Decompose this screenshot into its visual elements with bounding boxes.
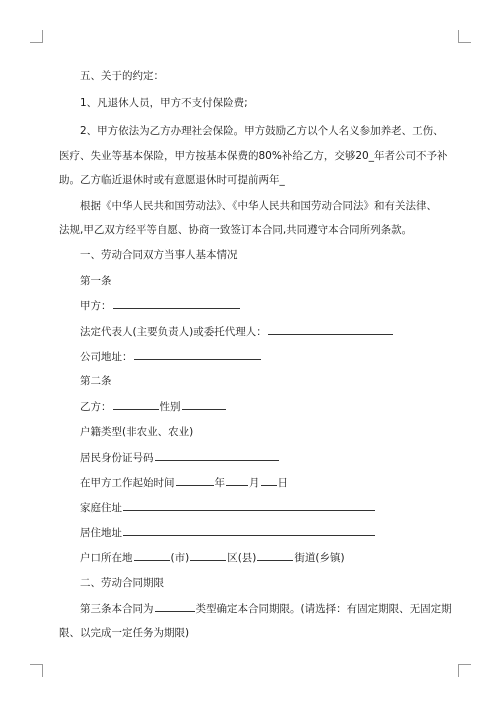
district-blank[interactable] bbox=[190, 549, 226, 561]
corner-mark-bottom-left bbox=[30, 664, 43, 677]
city-blank[interactable] bbox=[134, 549, 170, 561]
id-number-row bbox=[80, 449, 500, 466]
residence-address-row bbox=[80, 524, 500, 541]
party-b-row bbox=[80, 398, 500, 415]
party-a-label: 甲方： bbox=[80, 300, 112, 312]
city-label: (市) bbox=[170, 552, 190, 564]
start-time-row bbox=[80, 474, 500, 491]
clause-2-line-3: 助。乙方临近退休时或有意愿退休时可提前两年_ bbox=[59, 174, 285, 186]
home-address-label: 家庭住址 bbox=[80, 502, 122, 514]
clause-1: 1、凡退休人员，甲方不支付保险费; bbox=[80, 97, 248, 109]
article-three-suffix: 类型确定本合同期限。(请选择：有固定期限、无固定期 bbox=[195, 603, 452, 615]
party-a-blank[interactable] bbox=[113, 297, 240, 309]
party-b-label: 乙方： bbox=[80, 401, 112, 413]
legal-rep-label: 法定代表人(主要负责人)或委托代理人： bbox=[80, 326, 267, 338]
year-label: 年 bbox=[214, 477, 225, 489]
month-label: 月 bbox=[249, 477, 260, 489]
legal-rep-blank[interactable] bbox=[268, 323, 393, 335]
id-number-label: 居民身份证号码 bbox=[80, 452, 154, 464]
article-three-prefix: 第三条本合同为 bbox=[80, 603, 154, 615]
street-label: 街道(乡镇) bbox=[294, 552, 345, 564]
home-address-blank[interactable] bbox=[123, 499, 375, 511]
corner-mark-bottom-right bbox=[458, 664, 471, 677]
preamble-line-1: 根据《中华人民共和国劳动法》、《中华人民共和国劳动合同法》和有关法律、 bbox=[80, 200, 437, 212]
company-address-row bbox=[80, 348, 500, 365]
residence-address-blank[interactable] bbox=[123, 524, 375, 536]
gender-label: 性别 bbox=[159, 401, 181, 413]
article-one-heading: 第一条 bbox=[80, 275, 112, 287]
section-two-heading: 二、劳动合同期限 bbox=[80, 577, 164, 589]
section-one-heading: 一、劳动合同双方当事人基本情况 bbox=[80, 249, 238, 261]
contract-type-blank[interactable] bbox=[155, 600, 195, 612]
corner-mark-top-left bbox=[30, 30, 43, 43]
party-a-row bbox=[80, 297, 500, 314]
article-three-line-1 bbox=[80, 600, 500, 617]
legal-rep-row bbox=[80, 323, 500, 340]
start-year-blank[interactable] bbox=[176, 474, 214, 486]
residence-address-label: 居住地址 bbox=[80, 527, 122, 539]
party-b-blank[interactable] bbox=[113, 398, 159, 410]
corner-mark-top-right bbox=[458, 30, 471, 43]
start-month-blank[interactable] bbox=[226, 474, 248, 486]
start-day-blank[interactable] bbox=[261, 474, 277, 486]
preamble-line-2: 法规,甲乙双方经平等自愿、协商一致签订本合同,共同遵守本合同所列条款。 bbox=[59, 224, 413, 236]
day-label: 日 bbox=[277, 477, 288, 489]
gender-blank[interactable] bbox=[182, 398, 226, 410]
id-number-blank[interactable] bbox=[155, 449, 279, 461]
start-time-label: 在甲方工作起始时间 bbox=[80, 477, 175, 489]
company-address-blank[interactable] bbox=[134, 348, 261, 360]
article-three-line-2: 限、以完成一定任务为期限) bbox=[59, 627, 190, 639]
street-blank[interactable] bbox=[257, 549, 293, 561]
hukou-location-label: 户口所在地 bbox=[80, 552, 133, 564]
hukou-type-row: 户籍类型(非农业、农业) bbox=[80, 426, 194, 438]
clause-2-line-2: 医疗、失业等基本保险，甲方按基本保费的80%补给乙方，交够20_年者公司不予补 bbox=[59, 150, 448, 162]
hukou-location-row bbox=[80, 549, 500, 566]
clause-2-line-1: 2、甲方依法为乙方办理社会保险。甲方鼓励乙方以个人名义参加养老、工伤、 bbox=[80, 125, 444, 137]
home-address-row bbox=[80, 499, 500, 516]
district-label: 区(县) bbox=[227, 552, 257, 564]
company-address-label: 公司地址： bbox=[80, 351, 133, 363]
section-five-heading: 五、关于的约定： bbox=[80, 70, 164, 82]
article-two-heading: 第二条 bbox=[80, 375, 112, 387]
